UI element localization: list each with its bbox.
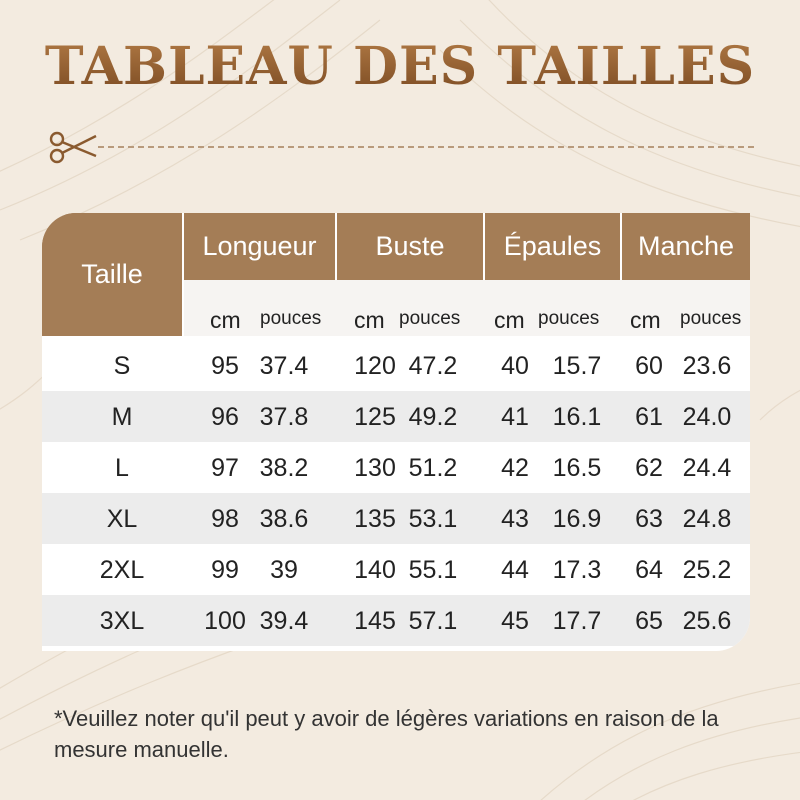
epaules-unit-in: pouces: [538, 308, 600, 329]
measurement-cell: 53.1: [408, 505, 458, 533]
epaules-unit-cm: cm: [494, 307, 525, 333]
table-row: [42, 595, 750, 646]
longueur-header: Longueur: [202, 231, 317, 261]
measurement-cell: 25.6: [682, 607, 732, 635]
measurement-cell: 97: [211, 454, 239, 482]
measurement-cell: 51.2: [408, 454, 458, 482]
measurement-cell: 96: [211, 403, 239, 431]
longueur-unit-in: pouces: [260, 308, 322, 329]
measurement-cell: 43: [501, 505, 529, 533]
measurement-cell: 38.2: [259, 454, 309, 482]
table-row: [42, 391, 750, 442]
measurement-cell: 15.7: [552, 352, 602, 380]
table-row: [42, 493, 750, 544]
size-cell: XL: [106, 505, 138, 533]
measurement-cell: 39.4: [259, 607, 309, 635]
measurement-cell: 47.2: [408, 352, 458, 380]
measurement-cell: 145: [354, 607, 396, 635]
measurement-cell: 38.6: [259, 505, 309, 533]
longueur-unit-cm: cm: [210, 307, 241, 333]
measurement-cell: 41: [501, 403, 529, 431]
measurement-cell: 61: [635, 403, 663, 431]
measurement-cell: 65: [635, 607, 663, 635]
table-row: [42, 340, 750, 391]
measurement-cell: 100: [204, 607, 246, 635]
measurement-cell: 24.4: [682, 454, 732, 482]
measurement-cell: 16.1: [552, 403, 602, 431]
measurement-cell: 42: [501, 454, 529, 482]
measurement-cell: 135: [354, 505, 396, 533]
epaules-header: Épaules: [503, 231, 602, 261]
manche-unit-cm: cm: [630, 307, 661, 333]
manche-header: Manche: [637, 231, 735, 261]
cut-line-divider: [48, 130, 758, 170]
buste-unit-in: pouces: [399, 308, 461, 329]
size-column-header: [42, 213, 182, 336]
measurement-cell: 37.4: [259, 352, 309, 380]
measurement-cell: 120: [354, 352, 396, 380]
measurement-cell: 24.0: [682, 403, 732, 431]
measurement-cell: 23.6: [682, 352, 732, 380]
measurement-cell: 99: [211, 556, 239, 584]
measurement-cell: 63: [635, 505, 663, 533]
size-chart-table: [42, 213, 750, 651]
measurement-cell: 60: [635, 352, 663, 380]
size-cell: M: [111, 403, 133, 431]
measurement-cell: 17.3: [552, 556, 602, 584]
measurement-cell: 44: [501, 556, 529, 584]
buste-header: Buste: [375, 231, 445, 261]
measurement-cell: 25.2: [682, 556, 732, 584]
measurement-cell: 39: [270, 556, 298, 584]
measurement-cell: 62: [635, 454, 663, 482]
measurement-cell: 98: [211, 505, 239, 533]
scissors-icon: [48, 130, 100, 166]
measurement-cell: 16.9: [552, 505, 602, 533]
measurement-cell: 140: [354, 556, 396, 584]
measurement-cell: 130: [354, 454, 396, 482]
measurement-cell: 16.5: [552, 454, 602, 482]
size-cell: 3XL: [99, 607, 145, 635]
manche-unit-in: pouces: [680, 308, 742, 329]
measurement-cell: 55.1: [408, 556, 458, 584]
measurement-cell: 45: [501, 607, 529, 635]
measurement-cell: 95: [211, 352, 239, 380]
page-title: TABLEAU DES TAILLES: [0, 36, 800, 97]
size-cell: S: [113, 352, 131, 380]
measurement-cell: 64: [635, 556, 663, 584]
size-column-header-label: Taille: [81, 259, 143, 289]
measurement-note: *Veuillez noter qu'il peut y avoir de légères variations en raison de la mesure manuelle.: [54, 706, 719, 762]
measurement-cell: 57.1: [408, 607, 458, 635]
measurement-cell: 17.7: [552, 607, 602, 635]
size-cell: 2XL: [99, 556, 145, 584]
measurement-cell: 37.8: [259, 403, 309, 431]
buste-unit-cm: cm: [354, 307, 385, 333]
measurement-cell: 24.8: [682, 505, 732, 533]
measurement-cell: 49.2: [408, 403, 458, 431]
measurement-cell: 40: [501, 352, 529, 380]
table-row: [42, 442, 750, 493]
size-cell: L: [115, 454, 129, 482]
measurement-cell: 125: [354, 403, 396, 431]
table-row: [42, 544, 750, 595]
